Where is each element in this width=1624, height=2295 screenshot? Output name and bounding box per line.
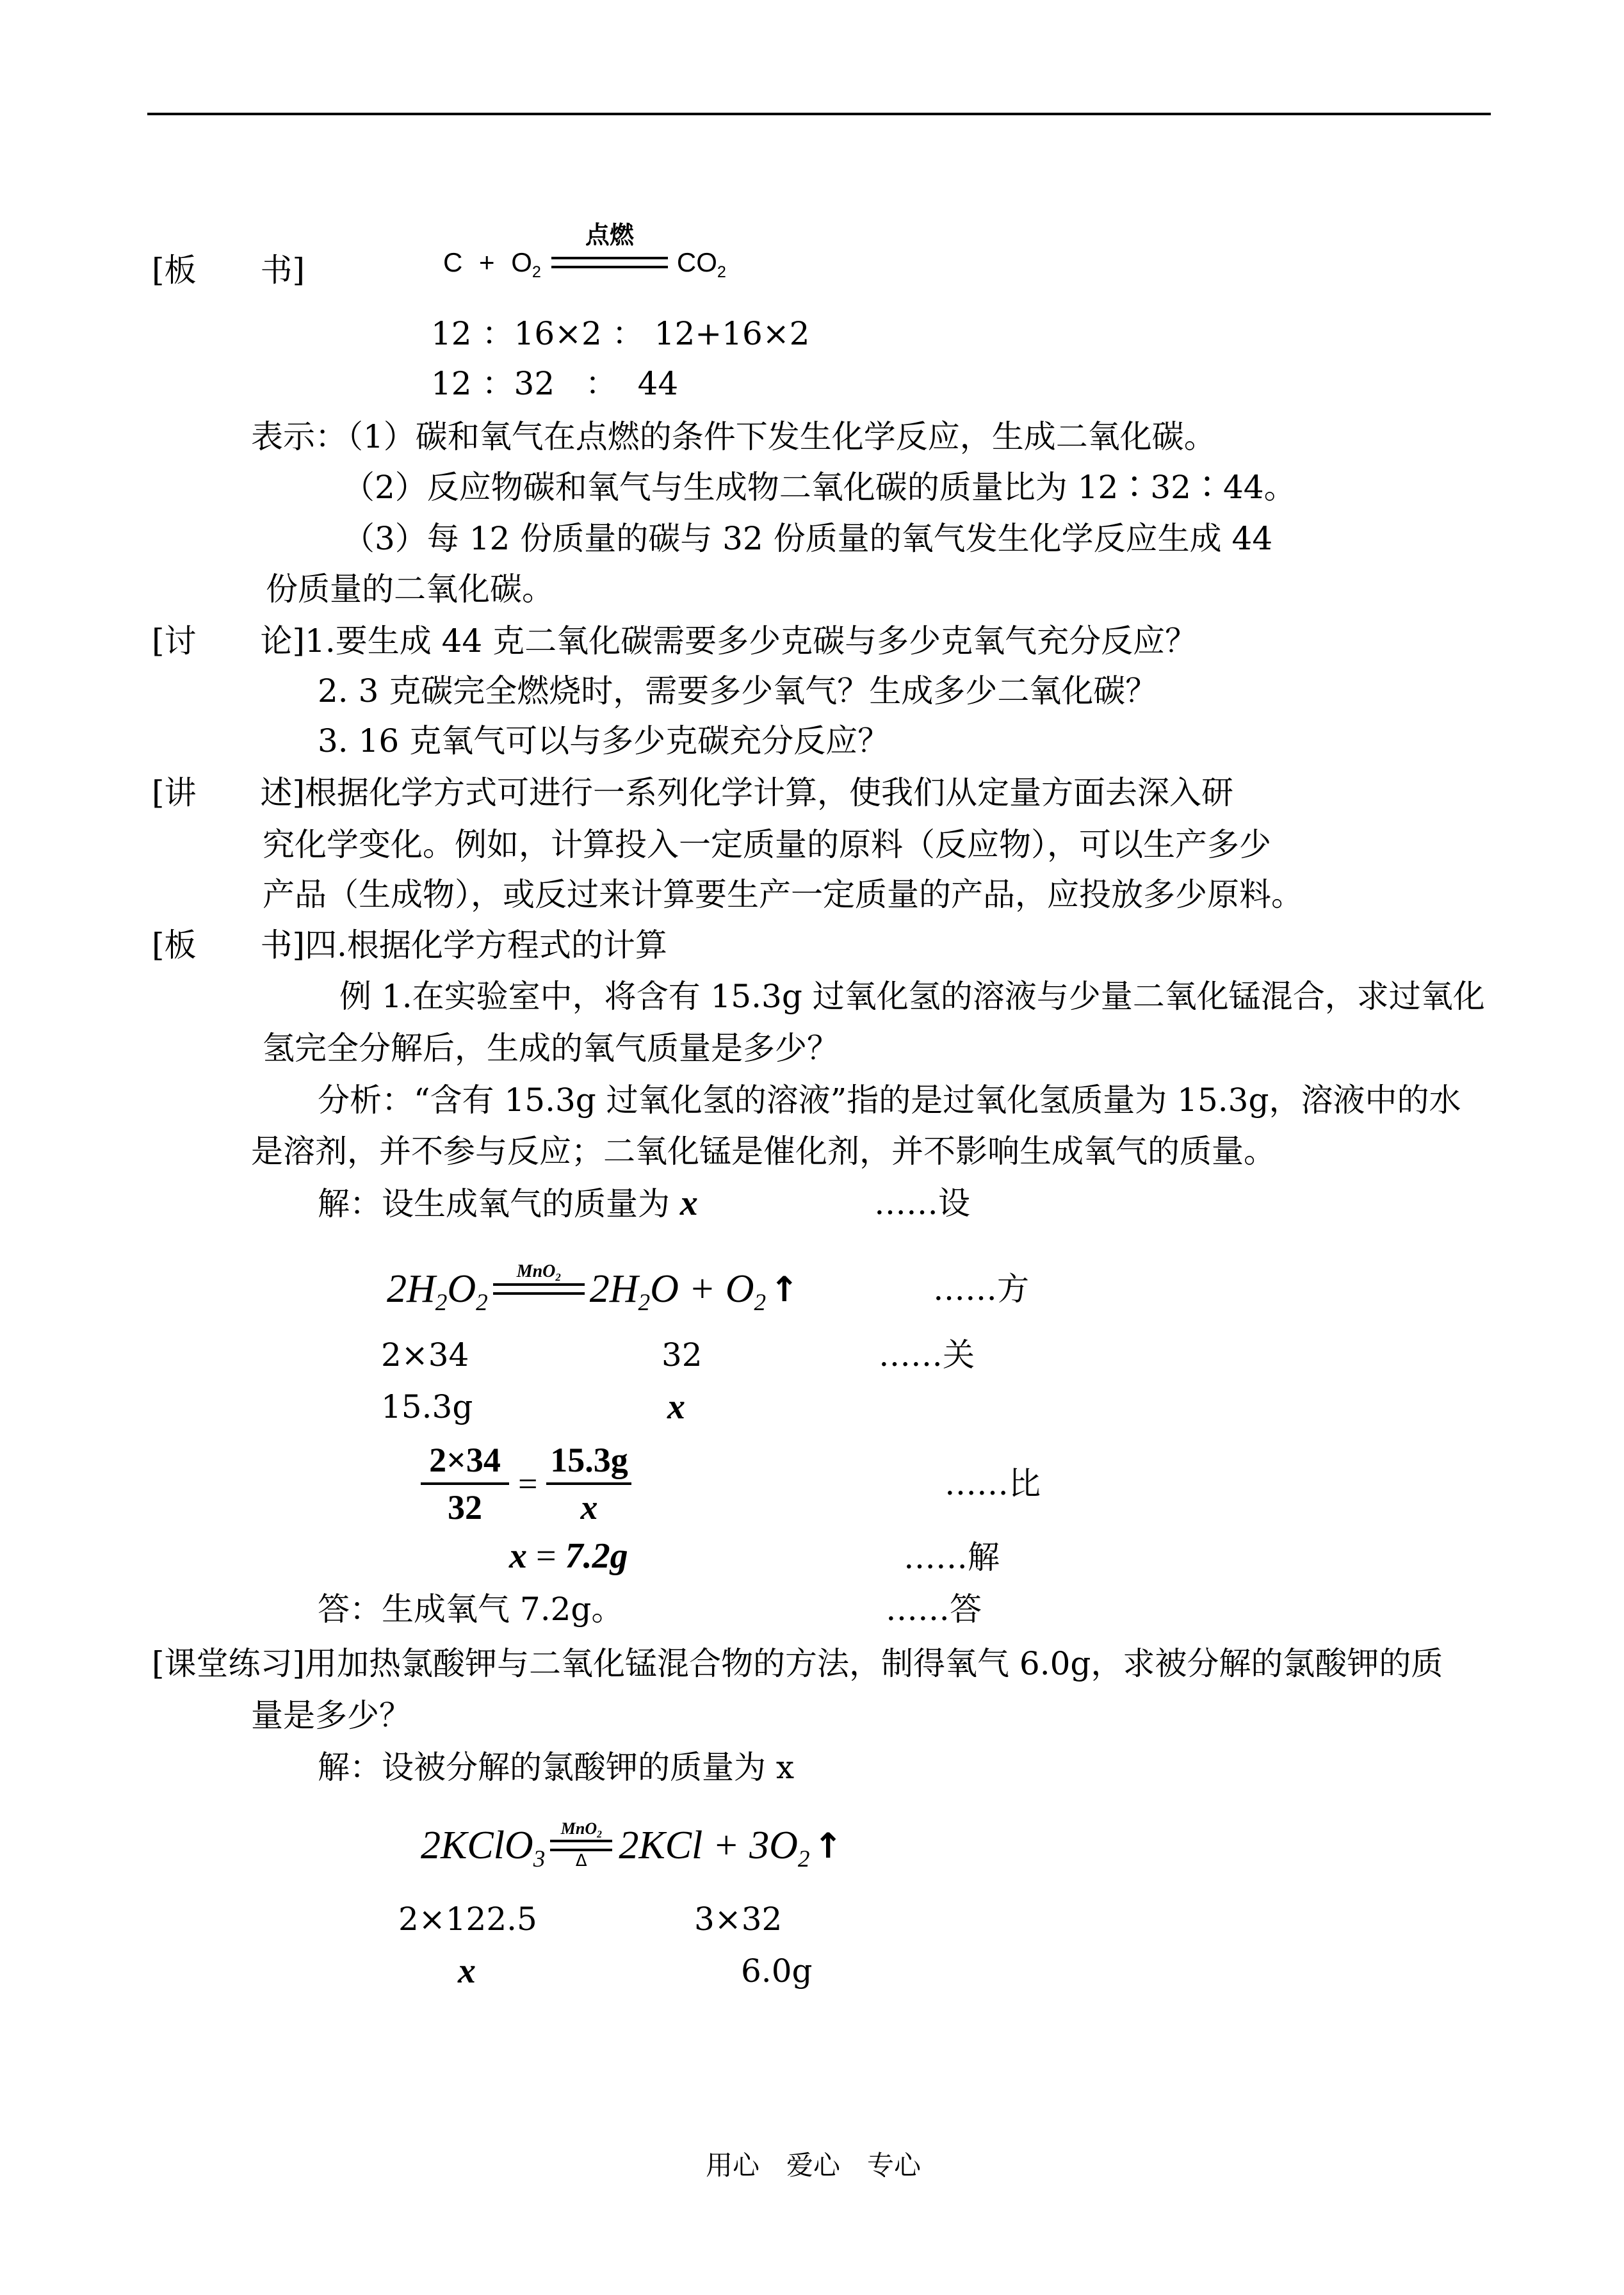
- solution-result: x = 7.2g: [509, 1536, 628, 1576]
- board-label: [板 书]: [152, 927, 305, 964]
- proportion-fraction: [421, 1429, 631, 1538]
- catalyst-label: MnO$_2$: [560, 1819, 602, 1840]
- products: $2KCl + 3O_2$: [619, 1823, 810, 1872]
- exercise-relation-row-2-right: 6.0g: [741, 1952, 813, 1990]
- exercise-label: [课堂练习]: [152, 1645, 305, 1682]
- analysis-line-1: 分析：“含有 15.3g 过氧化氢的溶液”指的是过氧化氢质量为 15.3g，溶液中的水: [318, 1082, 1461, 1119]
- lecture-label: [讲 述]: [152, 774, 305, 811]
- gas-arrow-icon: ↑: [770, 1269, 799, 1310]
- product: $CO_2$: [676, 247, 726, 281]
- meaning-line-3a: （3）每 12 份质量的碳与 32 份质量的氧气发生化学反应生成 44: [343, 520, 1273, 557]
- tag-equation: ……方: [933, 1270, 1029, 1308]
- lecture-line-2: 究化学变化。例如，计算投入一定质量的原料（反应物），可以生产多少: [263, 826, 1271, 863]
- exercise-relation-row-1-right: 3×32: [694, 1901, 783, 1938]
- meaning-line-3b: 份质量的二氧化碳。: [266, 571, 554, 608]
- reaction-double-line: [493, 1261, 585, 1295]
- exercise-relation-row-1-left: 2×122.5: [398, 1901, 537, 1938]
- lecture-line-1: [讲 述]根据化学方式可进行一系列化学计算，使我们从定量方面去深入研: [152, 774, 1234, 811]
- catalyst-label: MnO$_2$: [516, 1261, 561, 1283]
- ratio-line-1: 12 ：16×2 ： 12+16×2: [431, 315, 810, 352]
- discussion-line: [152, 622, 1197, 660]
- reactant: 2KClO$_3$: [421, 1823, 546, 1872]
- reactants: $C + O_2$: [443, 247, 541, 281]
- meaning-line-1: 表示：（1）碳和氧气在点燃的条件下发生化学反应，生成二氧化碳。: [251, 418, 1216, 455]
- discussion-q3: 3. 16 克氧气可以与多少克碳充分反应？: [318, 722, 890, 759]
- fraction-left: $\frac{2\times 34}{32}$: [421, 1438, 509, 1530]
- reaction-condition: 点燃: [585, 221, 634, 249]
- gas-arrow-icon: ↑: [813, 1825, 843, 1866]
- header-rule: [147, 113, 1491, 115]
- answer-line: 答：生成氧气 7.2g。: [318, 1591, 624, 1628]
- products: $2H_2O + O_2$: [589, 1267, 767, 1316]
- reaction-double-line: [550, 1819, 612, 1870]
- exercise-relation-row-2-left: x: [458, 1951, 476, 1991]
- h2o2-decomposition-equation: [387, 1257, 799, 1321]
- meaning-line-2: （2）反应物碳和氧气与生成物二氧化碳的质量比为 12∶32∶44。: [343, 469, 1296, 506]
- tag-solve: ……解: [904, 1539, 1000, 1576]
- exercise-set-line: 解：设被分解的氯酸钾的质量为 x: [318, 1749, 795, 1786]
- discussion-label: [讨 论]: [152, 622, 305, 660]
- example-problem-line-2: 氢完全分解后，生成的氧气质量是多少？: [263, 1030, 839, 1067]
- reaction-double-line: [551, 221, 668, 268]
- equals-sign: =: [518, 1464, 538, 1503]
- tag-answer: ……答: [886, 1591, 982, 1628]
- discussion-q1: 1.要生成 44 克二氧化碳需要多少克碳与多少克氧气充分反应？: [305, 622, 1198, 660]
- fraction-right: $\frac{15.3g}{x}$: [546, 1438, 631, 1530]
- discussion-q2: 2. 3 克碳完全燃烧时，需要多少氧气？生成多少二氧化碳？: [318, 672, 1158, 710]
- section-title: [板 书]四.根据化学方程式的计算: [152, 927, 667, 964]
- analysis-line-2: 是溶剂，并不参与反应；二氧化锰是催化剂，并不影响生成氧气的质量。: [251, 1133, 1276, 1170]
- ratio-line-2: 12 ：32 ： 44: [431, 365, 679, 402]
- kclo3-decomposition-equation: [421, 1813, 843, 1877]
- variable-x: x: [679, 1183, 698, 1223]
- relation-row-2-left: 15.3g: [381, 1388, 473, 1425]
- relation-row-1-right: 32: [662, 1336, 702, 1374]
- exercise-line-1: [课堂练习]用加热氯酸钾与二氧化锰混合物的方法，制得氧气 6.0g，求被分解的氯酸钾的质: [152, 1645, 1443, 1682]
- carbon-combustion-equation: [443, 221, 726, 288]
- lecture-line-3: 产品（生成物），或反过来计算要生产一定质量的产品，应投放多少原料。: [263, 876, 1303, 913]
- solution-set-line: 解：设生成氧气的质量为 x: [318, 1183, 698, 1223]
- relation-row-2-right: x: [667, 1387, 685, 1427]
- exercise-line-2: 量是多少？: [251, 1697, 411, 1734]
- tag-set: ……设: [874, 1185, 970, 1222]
- tag-ratio: ……比: [945, 1465, 1041, 1502]
- reactant: $2H_2O_2$: [387, 1267, 488, 1316]
- example-problem-line-1: 例 1.在实验室中，将含有 15.3g 过氧化氢的溶液与少量二氧化锰混合，求过氧化: [339, 978, 1485, 1015]
- relation-row-1-left: 2×34: [381, 1336, 469, 1374]
- page-footer: 用心 爱心 专心: [706, 2150, 922, 2181]
- heat-symbol: Δ: [575, 1851, 587, 1870]
- board-label: [板 书]: [152, 252, 305, 289]
- tag-relation: ……关: [879, 1336, 975, 1374]
